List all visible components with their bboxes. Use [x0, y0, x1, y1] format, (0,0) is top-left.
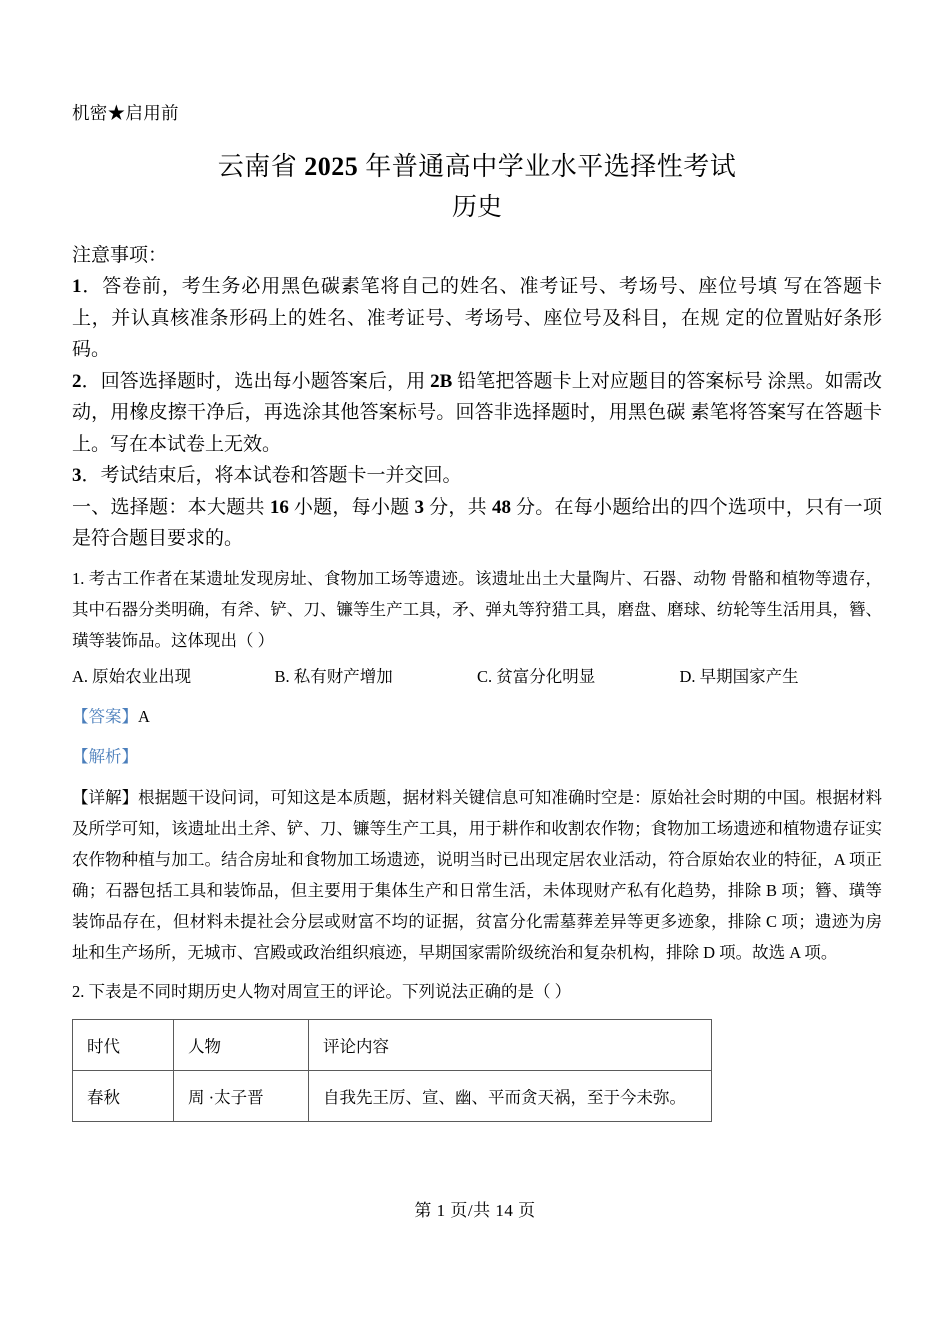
notice-item-3-text: ．考试结束后，将本试卷和答题卡一并交回。 [81, 465, 462, 486]
section-total-score: 48 [491, 496, 511, 518]
page-content [72, 100, 882, 1122]
notice-item-2-number: 2 [72, 370, 82, 392]
question-1 [72, 563, 882, 656]
confidential-notice: 机密★启用前 [72, 103, 179, 123]
section-per-question-score: 3 [414, 496, 425, 518]
question-1-option-c[interactable]: C. 贫富分化明显 [477, 666, 596, 686]
question-1-number: 1. [72, 568, 85, 588]
question-2-table [72, 1019, 712, 1122]
notice-item-2-text-b: 铅笔把答题卡上对应题目的答案标号 涂黑。如需改动，用橡皮擦干净后，再选涂其他答案标号。回答非选择题时，用黑色碳 素笔将答案写在答题卡上。写在本试卷上无效。 [72, 370, 882, 455]
pencil-grade-label: 2B [430, 370, 453, 392]
notice-item-3-number: 3 [72, 465, 82, 486]
subject-title: 历史 [451, 194, 502, 221]
page-title [72, 148, 882, 186]
question-1-option-d[interactable]: D. 早期国家产生 [679, 666, 799, 686]
section-heading-multiple-choice [72, 492, 882, 555]
table-header-era: 时代 [73, 1019, 174, 1070]
question-1-option-b[interactable]: B. 私有财产增加 [274, 666, 393, 686]
notices-heading: 注意事项： [72, 245, 168, 266]
title-prefix: 云南省 [217, 152, 305, 181]
question-1-stem: 考古工作者在某遗址发现房址、食物加工场等遗迹。该遗址出土大量陶片、石器、动物 骨骼和植物等遗存，其中石器分类明确，有斧、铲、刀、镰等生产工具，矛、弹丸等狩猎工具，磨盘、磨球、纺轮等生活用具，簪、璜等装饰品。这体现出（ ） [72, 568, 883, 650]
notice-item-2 [72, 366, 882, 461]
question-2-number: 2. [72, 981, 85, 1001]
table-cell-person: 周 ·太子晋 [174, 1070, 309, 1121]
question-1-answer [72, 702, 882, 732]
notice-item-1-text: ．答卷前，考生务必用黑色碳素笔将自己的姓名、准考证号、考场号、座位号填 写在答题卡上，并认真核准条形码上的姓名、准考证号、考场号、座位号及科目，在规 定的位置贴好条形码。 [72, 276, 882, 360]
question-2 [72, 976, 882, 1007]
table-cell-comment: 自我先王厉、宣、幽、平而贪天祸，至于今未弥。 [309, 1070, 712, 1121]
notice-item-2-text-a: ．回答选择题时，选出每小题答案后，用 [81, 370, 431, 392]
section-question-count: 16 [269, 496, 289, 518]
section-mid-2: 分，共 [424, 496, 492, 518]
detail-label: 【详解】 [72, 787, 139, 807]
analysis-label: 【解析】 [72, 746, 138, 766]
notice-item-3 [72, 460, 882, 492]
question-1-detail-text: 根据题干设问词，可知这是本质题，据材料关键信息可知准确时空是：原始社会时期的中国。根据材料及所学可知，该遗址出土斧、铲、刀、镰等生产工具，用于耕作和收割农作物；食物加工场遗迹和植物遗存证实农作物种植与加工。结合房址和食物加工场遗迹，说明当时已出现定居农业活动，符合原始农业的特征，A 项正确；石器包括工具和装饰品，但主要用于集体生产和日常生活，未体现财产私有化趋势，排除 B 项；簪、璜等装饰品存在，但材料未提社会分层或财富不均的证据，贫富分化需墓葬差异等更多迹象，排除 C 项；遗迹为房址和生产场所，无城市、宫殿或政治组织痕迹，早期国家需阶级统治和复杂机构，排除 D 项。故选 A 项。 [72, 787, 882, 962]
notice-item-1-number: 1 [72, 276, 82, 297]
page-footer: 第 1 页/共 14 页 [414, 1201, 536, 1220]
table-header-person: 人物 [174, 1019, 309, 1070]
question-1-analysis-label-row [72, 742, 882, 772]
table-header-comment: 评论内容 [309, 1019, 712, 1070]
title-year: 2025 [304, 152, 359, 181]
section-lead: 一、选择题：本大题共 [72, 496, 270, 518]
question-1-options [72, 662, 882, 692]
question-1-option-a[interactable]: A. 原始农业出现 [72, 666, 192, 686]
title-suffix: 年普通高中学业水平选择性考试 [358, 152, 737, 181]
table-cell-era: 春秋 [73, 1070, 174, 1121]
question-1-detail [72, 782, 882, 968]
table-header-row [73, 1019, 712, 1070]
section-mid-1: 小题，每小题 [288, 496, 415, 518]
answer-label: 【答案】 [72, 706, 138, 726]
question-1-answer-value: A [138, 706, 150, 726]
table-row [73, 1070, 712, 1121]
question-2-stem: 下表是不同时期历史人物对周宣王的评论。下列说法正确的是（ ） [88, 981, 572, 1001]
notice-item-1 [72, 271, 882, 366]
section-tail: 分。在每小题给出的四个选项中，只有一项是符合题目要求的。 [72, 496, 882, 549]
